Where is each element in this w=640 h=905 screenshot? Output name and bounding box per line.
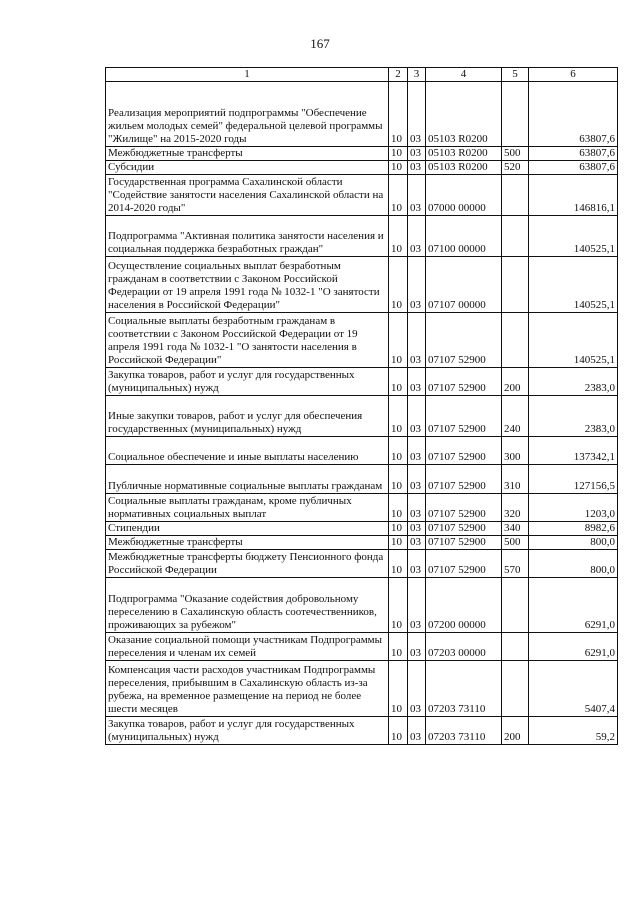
row-target-code: 05103 R0200 (426, 161, 502, 175)
row-section: 10 (389, 437, 408, 465)
row-section: 10 (389, 661, 408, 717)
table-row (106, 661, 618, 717)
row-expense-type (502, 82, 529, 147)
row-name: Реализация мероприятий подпрограммы "Обеспечение жильем молодых семей" федеральной целевой программы "Жилище" на 2015-2020 годы (106, 82, 389, 147)
row-expense-type: 240 (502, 396, 529, 437)
row-name: Социальное обеспечение и иные выплаты населению (106, 437, 389, 465)
row-name: Иные закупки товаров, работ и услуг для обеспечения государственных (муниципальных) нужд (106, 396, 389, 437)
row-amount: 2383,0 (529, 396, 618, 437)
row-name: Субсидии (106, 161, 389, 175)
table-row (106, 175, 618, 216)
row-amount: 140525,1 (529, 216, 618, 257)
row-section: 10 (389, 578, 408, 633)
table-row (106, 494, 618, 522)
row-expense-type: 300 (502, 437, 529, 465)
row-target-code: 07107 52900 (426, 550, 502, 578)
table-row (106, 313, 618, 368)
row-amount: 146816,1 (529, 175, 618, 216)
row-target-code: 07100 00000 (426, 216, 502, 257)
row-expense-type (502, 313, 529, 368)
row-expense-type (502, 175, 529, 216)
table-row (106, 82, 618, 147)
row-subsection: 03 (408, 257, 426, 313)
row-expense-type (502, 633, 529, 661)
row-name: Компенсация части расходов участникам Подпрограммы переселения, прибывшим в Сахалинскую область из-за рубежа, на временное размещение на период не более шести месяцев (106, 661, 389, 717)
table-row (106, 717, 618, 745)
row-subsection: 03 (408, 161, 426, 175)
row-section: 10 (389, 494, 408, 522)
row-subsection: 03 (408, 368, 426, 396)
row-target-code: 07203 00000 (426, 633, 502, 661)
row-section: 10 (389, 82, 408, 147)
row-target-code: 07107 52900 (426, 465, 502, 494)
row-target-code: 07107 52900 (426, 522, 502, 536)
column-header: 5 (502, 68, 529, 82)
column-header: 4 (426, 68, 502, 82)
row-target-code: 05103 R0200 (426, 82, 502, 147)
row-amount: 63807,6 (529, 161, 618, 175)
table-row (106, 522, 618, 536)
row-target-code: 07107 52900 (426, 396, 502, 437)
table-header-row (106, 68, 618, 82)
row-section: 10 (389, 717, 408, 745)
row-name: Межбюджетные трансферты (106, 147, 389, 161)
row-target-code: 07107 52900 (426, 437, 502, 465)
row-expense-type: 310 (502, 465, 529, 494)
row-name: Публичные нормативные социальные выплаты гражданам (106, 465, 389, 494)
row-subsection: 03 (408, 550, 426, 578)
row-subsection: 03 (408, 536, 426, 550)
row-expense-type (502, 257, 529, 313)
row-section: 10 (389, 633, 408, 661)
row-section: 10 (389, 147, 408, 161)
row-subsection: 03 (408, 465, 426, 494)
row-amount: 8982,6 (529, 522, 618, 536)
row-name: Межбюджетные трансферты (106, 536, 389, 550)
row-name: Стипендии (106, 522, 389, 536)
row-target-code: 07107 52900 (426, 368, 502, 396)
row-amount: 800,0 (529, 550, 618, 578)
row-target-code: 07107 52900 (426, 494, 502, 522)
row-target-code: 07203 73110 (426, 661, 502, 717)
row-section: 10 (389, 368, 408, 396)
table-row (106, 216, 618, 257)
row-section: 10 (389, 550, 408, 578)
table-row (106, 633, 618, 661)
row-subsection: 03 (408, 633, 426, 661)
row-target-code: 07107 52900 (426, 313, 502, 368)
row-amount: 5407,4 (529, 661, 618, 717)
row-amount: 140525,1 (529, 313, 618, 368)
row-expense-type: 200 (502, 368, 529, 396)
column-header: 1 (106, 68, 389, 82)
row-subsection: 03 (408, 175, 426, 216)
row-section: 10 (389, 161, 408, 175)
row-subsection: 03 (408, 494, 426, 522)
page-number: 167 (310, 36, 330, 51)
column-header: 6 (529, 68, 618, 82)
row-section: 10 (389, 216, 408, 257)
row-amount: 2383,0 (529, 368, 618, 396)
row-name: Осуществление социальных выплат безработным гражданам в соответствии с Законом Российской Федерации от 19 апреля 1991 года № 1032-1 "О занятости населения в Российской Федерации" (106, 257, 389, 313)
row-section: 10 (389, 313, 408, 368)
row-expense-type: 500 (502, 536, 529, 550)
row-expense-type: 200 (502, 717, 529, 745)
row-expense-type (502, 216, 529, 257)
table-row (106, 257, 618, 313)
table-row (106, 161, 618, 175)
row-amount: 137342,1 (529, 437, 618, 465)
table-row (106, 147, 618, 161)
row-expense-type (502, 661, 529, 717)
row-target-code: 07200 00000 (426, 578, 502, 633)
row-amount: 800,0 (529, 536, 618, 550)
column-header: 3 (408, 68, 426, 82)
row-subsection: 03 (408, 717, 426, 745)
budget-table (105, 67, 618, 745)
row-expense-type: 340 (502, 522, 529, 536)
row-subsection: 03 (408, 396, 426, 437)
row-name: Подпрограмма "Оказание содействия добровольному переселению в Сахалинскую область соотечественников, проживающих за рубежом" (106, 578, 389, 633)
row-subsection: 03 (408, 216, 426, 257)
row-section: 10 (389, 522, 408, 536)
row-subsection: 03 (408, 578, 426, 633)
table-row (106, 368, 618, 396)
row-amount: 6291,0 (529, 633, 618, 661)
row-amount: 1203,0 (529, 494, 618, 522)
row-subsection: 03 (408, 522, 426, 536)
row-amount: 59,2 (529, 717, 618, 745)
row-amount: 140525,1 (529, 257, 618, 313)
row-target-code: 07107 00000 (426, 257, 502, 313)
row-subsection: 03 (408, 313, 426, 368)
row-section: 10 (389, 175, 408, 216)
row-subsection: 03 (408, 147, 426, 161)
row-name: Государственная программа Сахалинской области "Содействие занятости населения Сахалинской области на 2014-2020 годы" (106, 175, 389, 216)
table-row (106, 536, 618, 550)
table-row (106, 396, 618, 437)
row-subsection: 03 (408, 661, 426, 717)
row-target-code: 05103 R0200 (426, 147, 502, 161)
row-expense-type (502, 578, 529, 633)
row-name: Закупка товаров, работ и услуг для государственных (муниципальных) нужд (106, 717, 389, 745)
row-amount: 6291,0 (529, 578, 618, 633)
table-row (106, 578, 618, 633)
row-name: Межбюджетные трансферты бюджету Пенсионного фонда Российской Федерации (106, 550, 389, 578)
row-name: Подпрограмма "Активная политика занятости населения и социальная поддержка безработных граждан" (106, 216, 389, 257)
row-amount: 63807,6 (529, 82, 618, 147)
row-section: 10 (389, 257, 408, 313)
table-row (106, 465, 618, 494)
row-target-code: 07203 73110 (426, 717, 502, 745)
row-section: 10 (389, 536, 408, 550)
row-name: Социальные выплаты безработным гражданам в соответствии с Законом Российской Федерации от 19 апреля 1991 года № 1032-1 "О занятости населения в Российской Федерации" (106, 313, 389, 368)
row-section: 10 (389, 465, 408, 494)
row-section: 10 (389, 396, 408, 437)
row-name: Оказание социальной помощи участникам Подпрограммы переселения и членам их семей (106, 633, 389, 661)
table-row (106, 550, 618, 578)
table-row (106, 437, 618, 465)
row-amount: 63807,6 (529, 147, 618, 161)
row-amount: 127156,5 (529, 465, 618, 494)
row-target-code: 07000 00000 (426, 175, 502, 216)
row-expense-type: 570 (502, 550, 529, 578)
row-name: Социальные выплаты гражданам, кроме публичных нормативных социальных выплат (106, 494, 389, 522)
row-name: Закупка товаров, работ и услуг для государственных (муниципальных) нужд (106, 368, 389, 396)
row-expense-type: 520 (502, 161, 529, 175)
row-expense-type: 500 (502, 147, 529, 161)
row-expense-type: 320 (502, 494, 529, 522)
row-target-code: 07107 52900 (426, 536, 502, 550)
row-subsection: 03 (408, 82, 426, 147)
row-subsection: 03 (408, 437, 426, 465)
column-header: 2 (389, 68, 408, 82)
